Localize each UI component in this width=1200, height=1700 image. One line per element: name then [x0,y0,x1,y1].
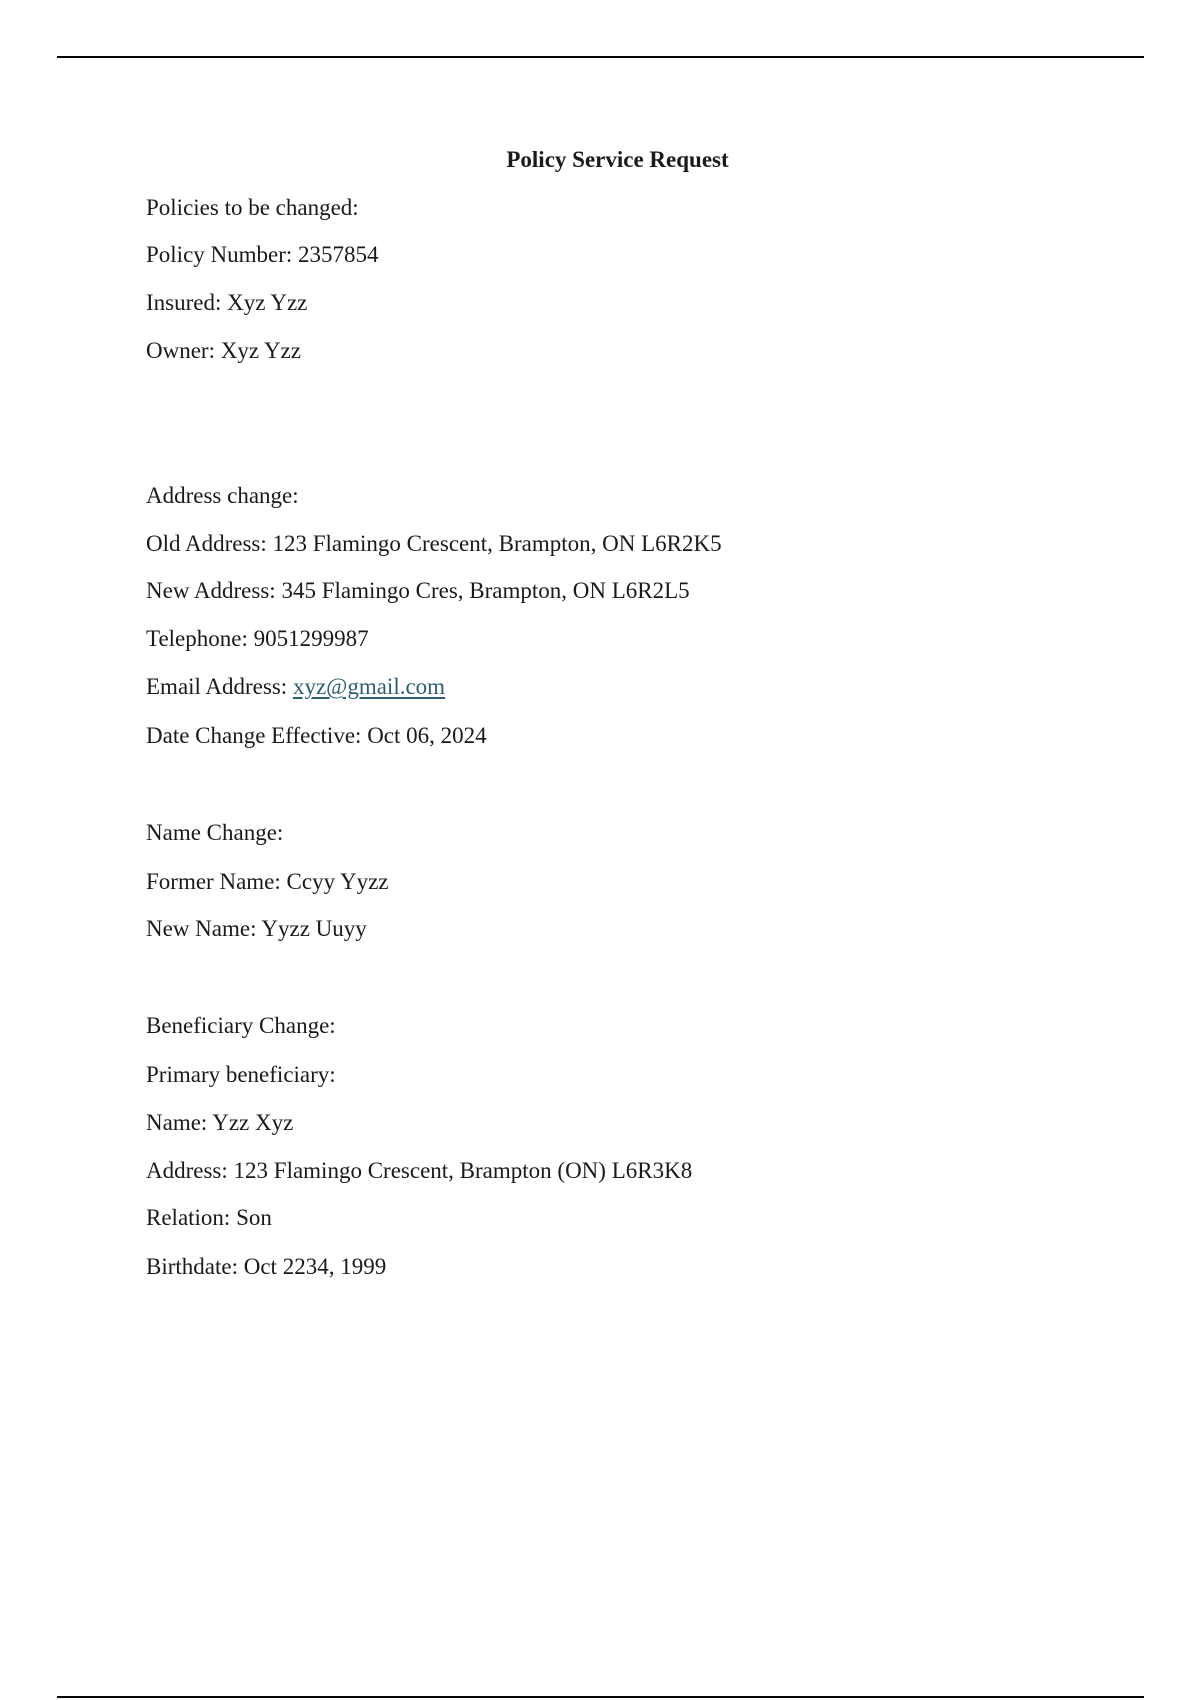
email-label: Email Address: [146,674,288,699]
telephone-line [146,624,369,654]
date-effective-label: Date Change Effective: [146,723,362,748]
policy-number-label: Policy Number: [146,242,293,267]
primary-beneficiary-heading: Primary beneficiary: [146,1062,336,1087]
telephone-value: 9051299987 [253,626,369,651]
old-address-value: 123 Flamingo Crescent, Brampton, ON L6R2K5 [272,531,722,556]
policies-heading: Policies to be changed: [146,195,359,220]
former-name-line [146,867,389,897]
birthdate-value: Oct 2234, 1999 [243,1254,387,1279]
new-address-label: New Address: [146,578,276,603]
email-line [146,672,445,702]
former-name-value: Ccyy Yyzz [286,869,389,894]
old-address-label: Old Address: [146,531,267,556]
header-rule [57,56,1144,58]
new-name-label: New Name: [146,916,257,941]
new-address-value: 345 Flamingo Cres, Brampton, ON L6R2L5 [281,578,690,603]
beneficiary-change-heading: Beneficiary Change: [146,1013,336,1038]
birthdate-line [146,1252,386,1282]
beneficiary-name-line [146,1108,293,1138]
owner-value: Xyz Yzz [220,338,301,363]
old-address-line [146,529,722,559]
name-change-heading: Name Change: [146,820,284,845]
relation-value: Son [236,1205,272,1230]
insured-label: Insured: [146,290,222,315]
address-change-heading: Address change: [146,483,299,508]
new-address-line [146,576,690,606]
owner-line [146,336,301,366]
footer-rule [57,1696,1144,1698]
birthdate-label: Birthdate: [146,1254,238,1279]
relation-label: Relation: [146,1205,231,1230]
new-name-value: Yyzz Uuyy [261,916,367,941]
relation-line [146,1203,272,1233]
owner-label: Owner: [146,338,215,363]
document-title: Policy Service Request [506,147,729,172]
date-effective-line [146,721,487,751]
policy-number-line [146,240,379,270]
beneficiary-name-value: Yzz Xyz [212,1110,294,1135]
insured-line [146,288,307,318]
former-name-label: Former Name: [146,869,281,894]
beneficiary-address-line [146,1156,692,1186]
beneficiary-name-label: Name: [146,1110,208,1135]
new-name-line [146,914,367,944]
email-link[interactable]: xyz@gmail.com [292,674,446,699]
policy-number-value: 2357854 [298,242,379,267]
beneficiary-address-value: 123 Flamingo Crescent, Brampton (ON) L6R3K8 [233,1158,693,1183]
beneficiary-address-label: Address: [146,1158,228,1183]
telephone-label: Telephone: [146,626,248,651]
insured-value: Xyz Yzz [227,290,308,315]
date-effective-value: Oct 06, 2024 [367,723,487,748]
